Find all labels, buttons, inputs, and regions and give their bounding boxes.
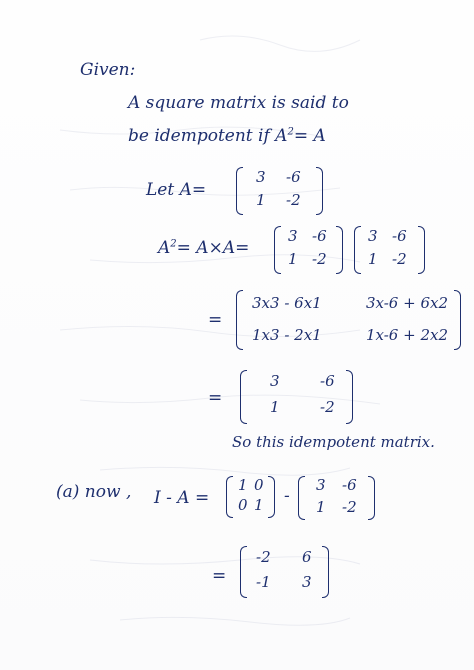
expanded-right-bracket (454, 290, 461, 350)
identity-r2c2: 1 (254, 496, 264, 514)
final-r2c2: 3 (302, 573, 312, 591)
final-r1c2: 6 (302, 548, 312, 566)
definition-end: = A (293, 126, 326, 146)
expanded-left-bracket (236, 290, 243, 350)
mult-right-r2c2: -2 (392, 250, 407, 268)
a-part-a-r2c1: 1 (316, 498, 326, 516)
let-label: Let A= (146, 180, 207, 200)
minus-sign: - (284, 486, 290, 506)
final-left-bracket (240, 546, 247, 598)
mult-right-left-bracket (354, 226, 361, 274)
mult-left-r2c2: -2 (312, 250, 327, 268)
result-left-bracket (240, 370, 247, 424)
i-minus-a-label: I - A = (154, 488, 210, 508)
mult-left-left-bracket (274, 226, 281, 274)
given-heading: Given: (80, 60, 136, 80)
mult-left-r1c2: -6 (312, 227, 327, 245)
result-right-bracket (346, 370, 353, 424)
definition-exponent: 2 (287, 126, 294, 138)
expanded-r2c1: 1x3 - 2x1 (252, 326, 322, 344)
final-r2c1: -1 (256, 573, 271, 591)
expanded-r2c2: 1x-6 + 2x2 (366, 326, 449, 344)
matrix-A-r1c1: 3 (256, 168, 266, 186)
identity-r1c2: 0 (254, 476, 264, 494)
matrix-A-right-bracket (316, 167, 323, 215)
matrix-A-left-bracket (236, 167, 243, 215)
a-part-a-r2c2: -2 (342, 498, 357, 516)
identity-left-bracket (226, 476, 233, 518)
equals-1: = (208, 310, 223, 330)
final-r1c1: -2 (256, 548, 271, 566)
mult-left-r1c1: 3 (288, 227, 298, 245)
final-right-bracket (322, 546, 329, 598)
a-squared-rest: = A×A= (176, 238, 250, 258)
identity-r2c1: 0 (238, 496, 248, 514)
a-part-a-r1c2: -6 (342, 476, 357, 494)
expanded-r1c2: 3x-6 + 6x2 (366, 294, 449, 312)
a-part-a-left-bracket (298, 476, 305, 520)
mult-right-r1c2: -6 (392, 227, 407, 245)
matrix-A-r2c2: -2 (286, 191, 301, 209)
conclusion-text: So this idempotent matrix. (232, 433, 435, 451)
mult-right-r2c1: 1 (368, 250, 378, 268)
mult-right-r1c1: 3 (368, 227, 378, 245)
expanded-r1c1: 3x3 - 6x1 (252, 294, 322, 312)
matrix-A-r1c2: -6 (286, 168, 301, 186)
result-r2c2: -2 (320, 398, 335, 416)
a-part-a-r1c1: 3 (316, 476, 326, 494)
equals-3: = (212, 566, 227, 586)
mult-left-right-bracket (336, 226, 343, 274)
a-part-a-right-bracket (368, 476, 375, 520)
matrix-A-r2c1: 1 (256, 191, 266, 209)
mult-right-right-bracket (418, 226, 425, 274)
result-r1c2: -6 (320, 372, 335, 390)
definition-line-2 (128, 126, 326, 146)
equals-2: = (208, 388, 223, 408)
a-squared-exponent: 2 (170, 238, 177, 250)
mult-left-r2c1: 1 (288, 250, 298, 268)
a-squared-line (158, 238, 249, 258)
definition-text: be idempotent if A (128, 126, 288, 146)
a-squared-label: A (158, 238, 171, 258)
result-r2c1: 1 (270, 398, 280, 416)
identity-right-bracket (268, 476, 275, 518)
result-r1c1: 3 (270, 372, 280, 390)
identity-r1c1: 1 (238, 476, 248, 494)
part-a-label: (a) now , (56, 482, 132, 502)
definition-line-1: A square matrix is said to (128, 93, 349, 113)
